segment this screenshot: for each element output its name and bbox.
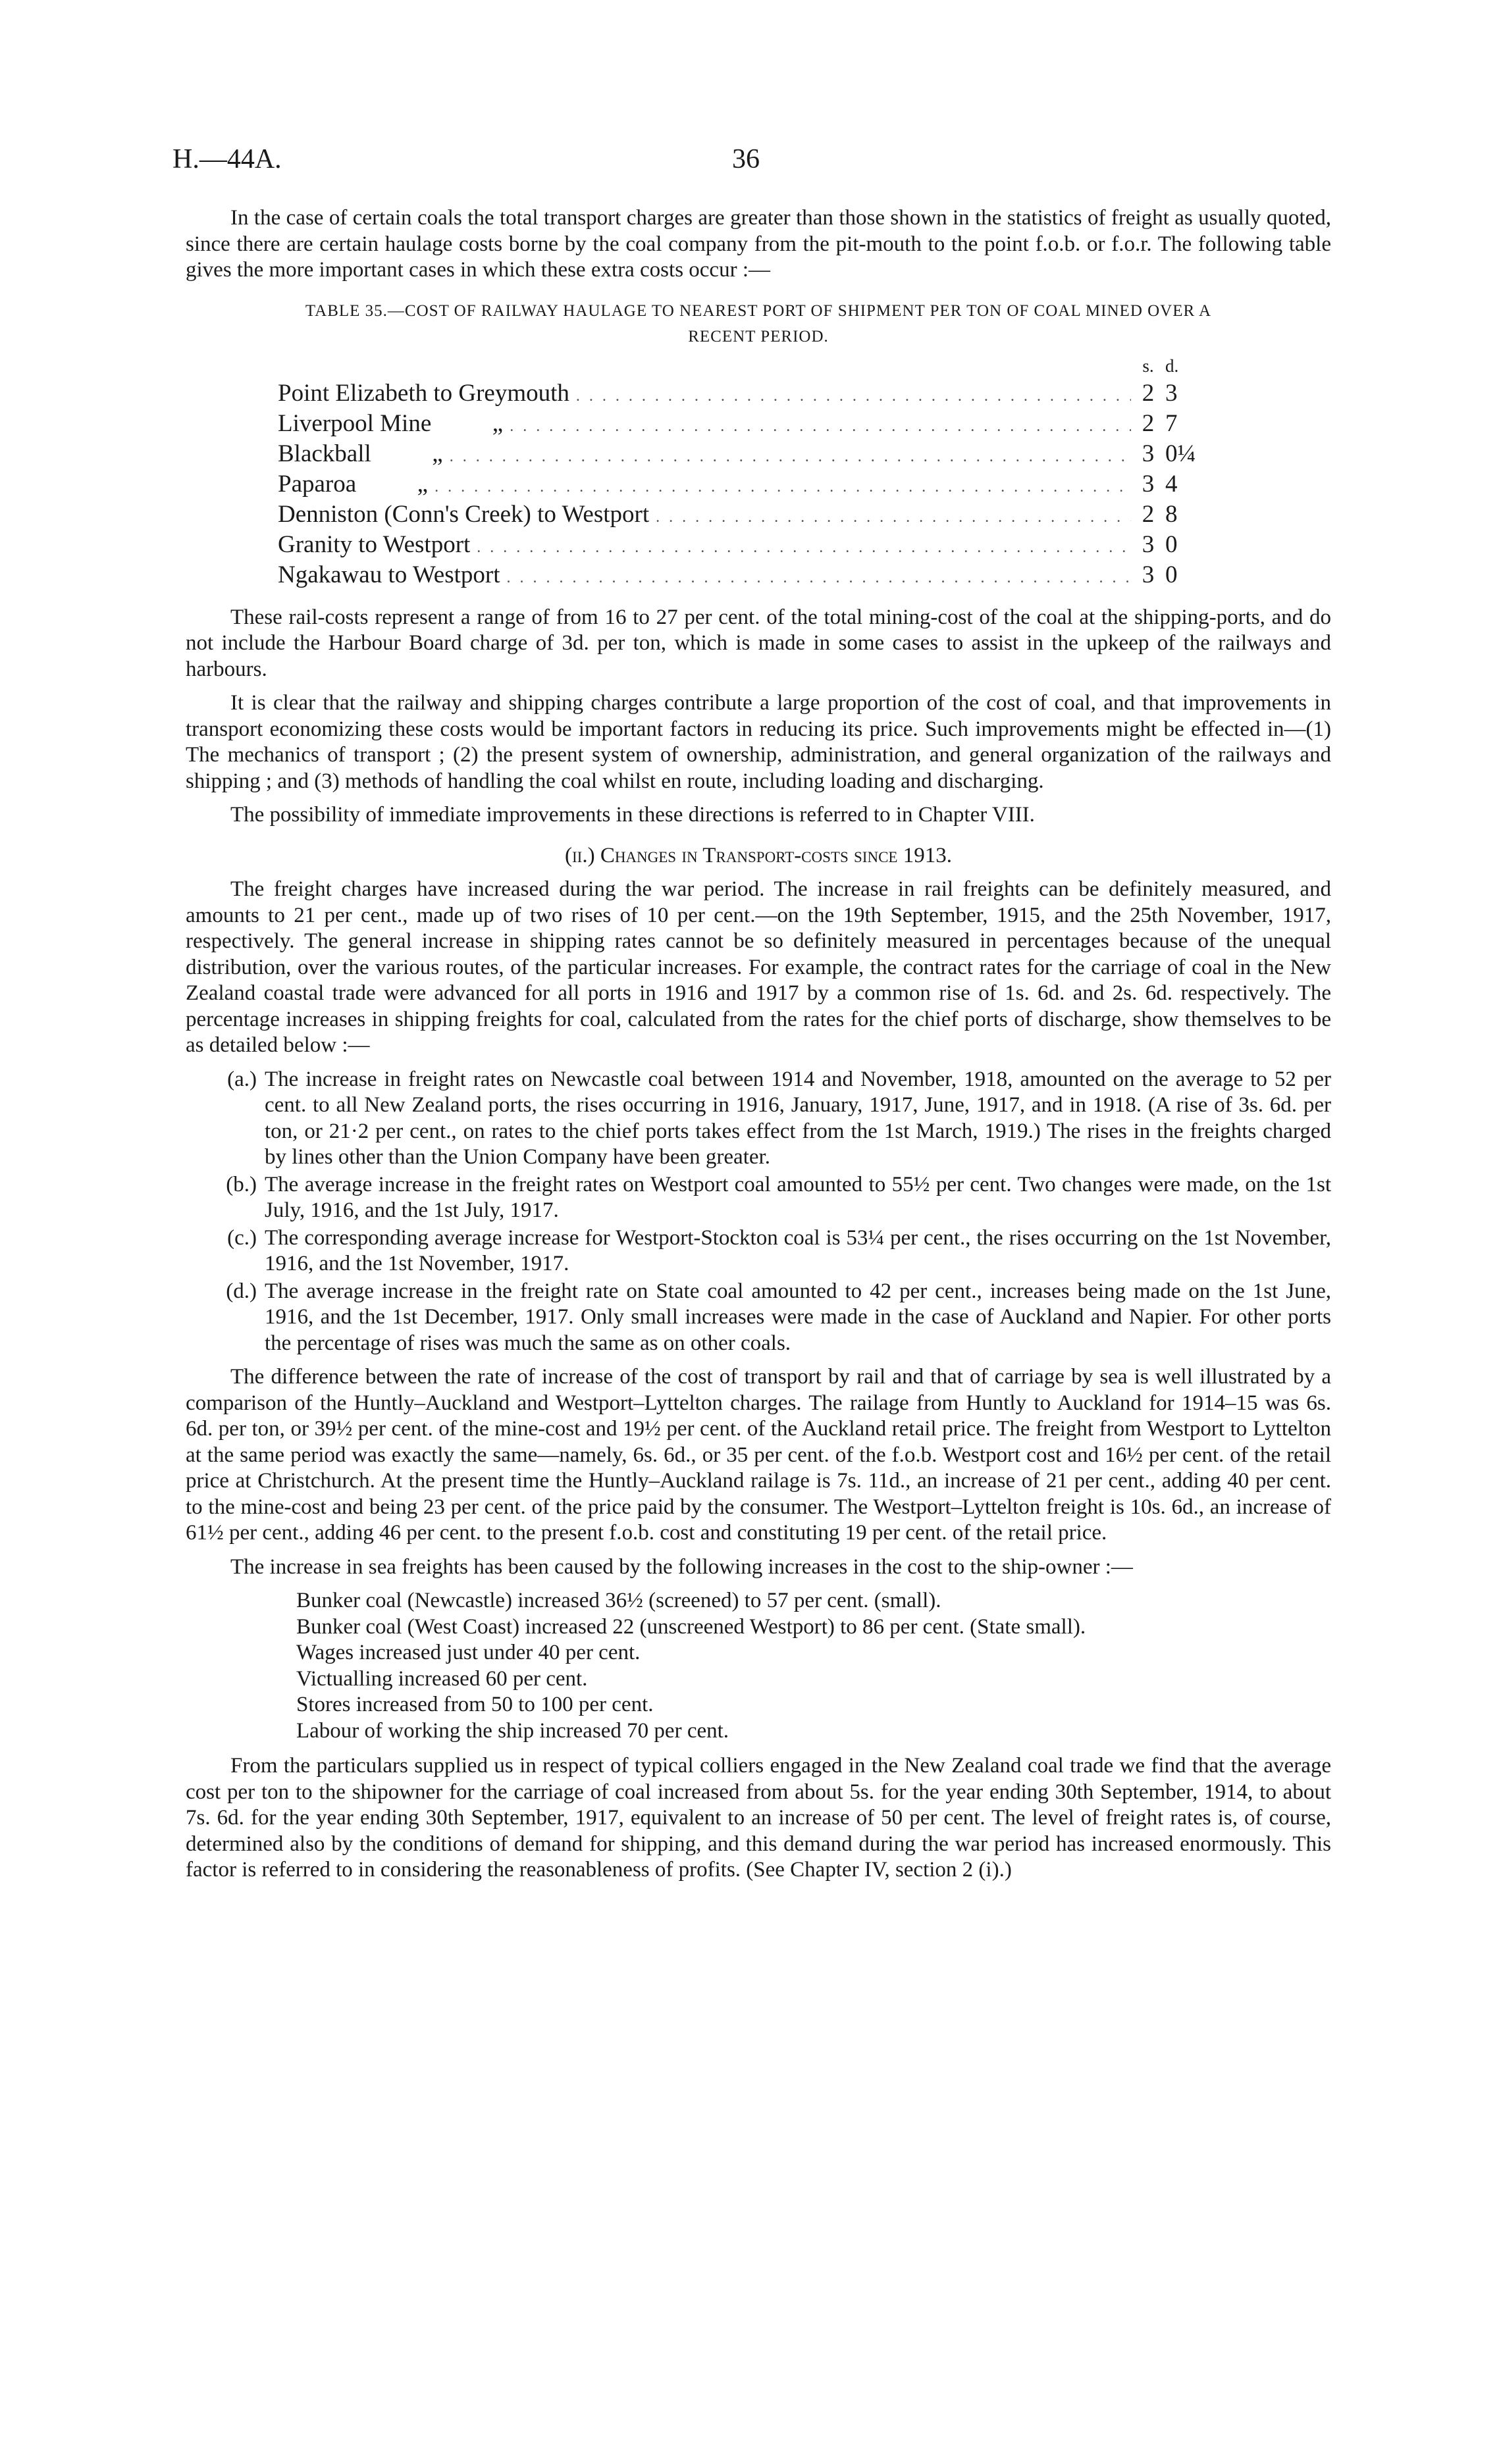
section-heading: (ii.) Changes in Transport-costs since 1913. <box>565 843 952 867</box>
route-name: Granity to Westport . . . <box>278 531 1131 561</box>
route-name: Denniston (Conn's Creek) to Westport . . . <box>278 501 1131 531</box>
cost-pence: 7 <box>1165 409 1178 437</box>
cost-pence: 4 <box>1165 470 1178 498</box>
table-row <box>278 410 1206 440</box>
cost-pence: 0 <box>1165 561 1178 588</box>
table-row <box>278 471 1206 501</box>
intro-paragraph: In the case of certain coals the total transport charges are greater than those shown in the statistics of freight as usually quoted, since there are certain haulage costs borne by the coal company from the pit-mouth to the point f.o.b. or f.o.r. The following table gives the more important cases in which these extra costs occur :— <box>186 206 1331 282</box>
table-row <box>278 440 1206 471</box>
freight-charges-paragraph: The freight charges have increased during the war period. The increase in rail freights can be definitely measured, and amounts to 21 per cent., made up of two rises of 10 per cent.—on the 19th September, 1915, and the 25th November, 1917, respectively. The general increase in shipping rates cannot be so definitely measured in percentages because of the unequal distribution, over the various routes, of the particular increases. For example, the contract rates for the carriage of coal in the New Zealand coastal trade were advanced for all ports in 1916 and 1917 by a common rise of 1s. 6d. and 2s. 6d. respectively. The percentage increases in shipping freights for coal, calculated from the rates for the chief ports of discharge, show themselves to be as detailed below :— <box>186 877 1331 1057</box>
table-row <box>278 501 1206 531</box>
item-label: (b.) <box>226 1172 257 1196</box>
item-label: (c.) <box>227 1225 257 1250</box>
item-label: (a.) <box>227 1067 257 1091</box>
page-body <box>186 205 1331 1891</box>
freight-increase-list <box>186 1067 1331 1357</box>
list-item <box>186 1279 1331 1357</box>
route-name: Blackball „ . . . <box>278 440 1131 471</box>
list-item: Bunker coal (West Coast) increased 22 (unscreened Westport) to 86 per cent. (State small). <box>296 1614 1086 1639</box>
table-caption-line-1: TABLE 35.—COST OF RAILWAY HAULAGE TO NEAREST PORT OF SHIPMENT PER TON OF COAL MINED OVER A <box>305 301 1212 320</box>
table-row <box>278 561 1206 592</box>
list-item <box>186 1225 1331 1277</box>
item-text: The increase in freight rates on Newcastle coal between 1914 and November, 1918, amounted on the average to 52 per cent. to all New Zealand ports, the rises occurring in 1916, January, 1917, June, 1917, and in 1918. (A rise of 3s. 6d. per ton, or 21·2 per cent., on rates to the chief ports takes effect from the 1st March, 1919.) The rises in the freights charged by lines other than the Union Company have been greater. <box>265 1067 1331 1169</box>
page-number: 36 <box>732 144 760 174</box>
cost-shillings: 2 <box>1142 500 1155 528</box>
item-label: (d.) <box>226 1279 257 1303</box>
shipowner-cost-increase-list <box>296 1588 1331 1744</box>
rail-costs-paragraph: These rail-costs represent a range of from 16 to 27 per cent. of the total mining-cost of the coal at the shipping-ports, and do not include the Harbour Board charge of 3d. per ton, which is made in some cases to assist in the upkeep of the railways and harbours. <box>186 605 1331 681</box>
cost-shillings: 3 <box>1142 530 1155 558</box>
table-row <box>278 380 1206 410</box>
route-name: Liverpool Mine „ . . . <box>278 410 1131 440</box>
item-text: The average increase in the freight rates on Westport coal amounted to 55½ per cent. Two changes were made, on the 1st July, 1916, and the 1st July, 1917. <box>265 1172 1331 1222</box>
table-caption <box>186 298 1331 350</box>
table-row <box>278 531 1206 561</box>
cost-shillings: 3 <box>1142 561 1155 588</box>
railway-haulage-table <box>278 353 1206 592</box>
page-header <box>172 143 1331 183</box>
table-header-row <box>278 353 1206 380</box>
list-item: Stores increased from 50 to 100 per cent. <box>296 1693 654 1716</box>
cost-shillings: 2 <box>1142 379 1155 407</box>
possibility-paragraph: The possibility of immediate improvements in these directions is referred to in Chapter VIII. <box>230 803 1035 827</box>
cost-shillings: 3 <box>1142 440 1155 467</box>
route-name: Point Elizabeth to Greymouth . . . <box>278 380 1131 410</box>
transport-improvements-paragraph: It is clear that the railway and shipping charges contribute a large proportion of the cost of coal, and that improvements in transport economizing these costs would be important factors in reducing its price. Such improvements might be effected in—(1) The mechanics of transport ; (2) the present system of ownership, administration, and general organization of the railways and shipping ; and (3) methods of handling the coal whilst en route, including loading and discharging. <box>186 691 1331 793</box>
column-header-shillings: s. <box>1142 355 1154 376</box>
list-item: Labour of working the ship increased 70 per cent. <box>296 1718 729 1743</box>
list-item: Wages increased just under 40 per cent. <box>296 1641 641 1664</box>
list-item <box>186 1067 1331 1171</box>
cost-shillings: 3 <box>1142 470 1155 498</box>
route-name: Paparoa „ . . . <box>278 471 1131 501</box>
document-reference: H.—44A. <box>172 144 282 174</box>
colliers-cost-paragraph: From the particulars supplied us in respect of typical colliers engaged in the New Zealand coal trade we find that the average cost per ton to the shipowner for the carriage of coal increased from about 5s. for the year ending 30th September, 1914, to about 7s. 6d. for the year ending 30th September, 1917, equivalent to an increase of 50 per cent. The level of freight rates is, of course, determined also by the conditions of demand for shipping, and this demand during the war period has increased enormously. This factor is referred to in considering the reasonableness of profits. (See Chapter IV, section 2 (i).) <box>186 1754 1331 1882</box>
column-header-pence: d. <box>1165 355 1179 376</box>
cost-pence: 0 <box>1165 530 1178 558</box>
list-item: Victualling increased 60 per cent. <box>296 1666 588 1691</box>
cost-pence: 3 <box>1165 379 1178 407</box>
cost-shillings: 2 <box>1142 409 1155 437</box>
item-text: The average increase in the freight rate on State coal amounted to 42 per cent., increases being made on the 1st June, 1916, and the 1st December, 1917. Only small increases were made in the case of Auckland and Napier. For other ports the percentage of rises was much the same as on other coals. <box>265 1279 1331 1355</box>
cost-pence: 8 <box>1165 500 1178 528</box>
item-text: The corresponding average increase for Westport-Stockton coal is 53¼ per cent., the rises occurring on the 1st November, 1916, and the 1st November, 1917. <box>265 1225 1331 1275</box>
rail-sea-comparison-paragraph: The difference between the rate of increase of the cost of transport by rail and that of carriage by sea is well illustrated by a comparison of the Huntly–Auckland and Westport–Lyttelton charges. The railage from Huntly to Auckland for 1914–15 was 6s. 6d. per ton, or 39½ per cent. of the mine-cost and 19½ per cent. of the Auckland retail price. The freight from Westport to Lyttelton at the same period was exactly the same—namely, 6s. 6d., or 35 per cent. of the f.o.b. Westport cost and 16½ per cent. of the retail price at Christchurch. At the present time the Huntly–Auckland railage is 7s. 11d., an increase of 21 per cent., adding 40 per cent. to the mine-cost and being 23 per cent. of the price paid by the consumer. The Westport–Lyttelton freight is 10s. 6d., an increase of 61½ per cent., adding 46 per cent. to the present f.o.b. cost and constituting 19 per cent. of the retail price. <box>186 1365 1331 1545</box>
cost-pence: 0¼ <box>1165 440 1196 467</box>
list-item: Bunker coal (Newcastle) increased 36½ (screened) to 57 per cent. (small). <box>296 1589 941 1612</box>
route-name: Ngakawau to Westport . . . <box>278 561 1131 592</box>
table-caption-line-2: RECENT PERIOD. <box>688 328 829 346</box>
sea-freights-paragraph: The increase in sea freights has been caused by the following increases in the cost to the ship-owner :— <box>230 1554 1133 1579</box>
list-item <box>186 1172 1331 1224</box>
